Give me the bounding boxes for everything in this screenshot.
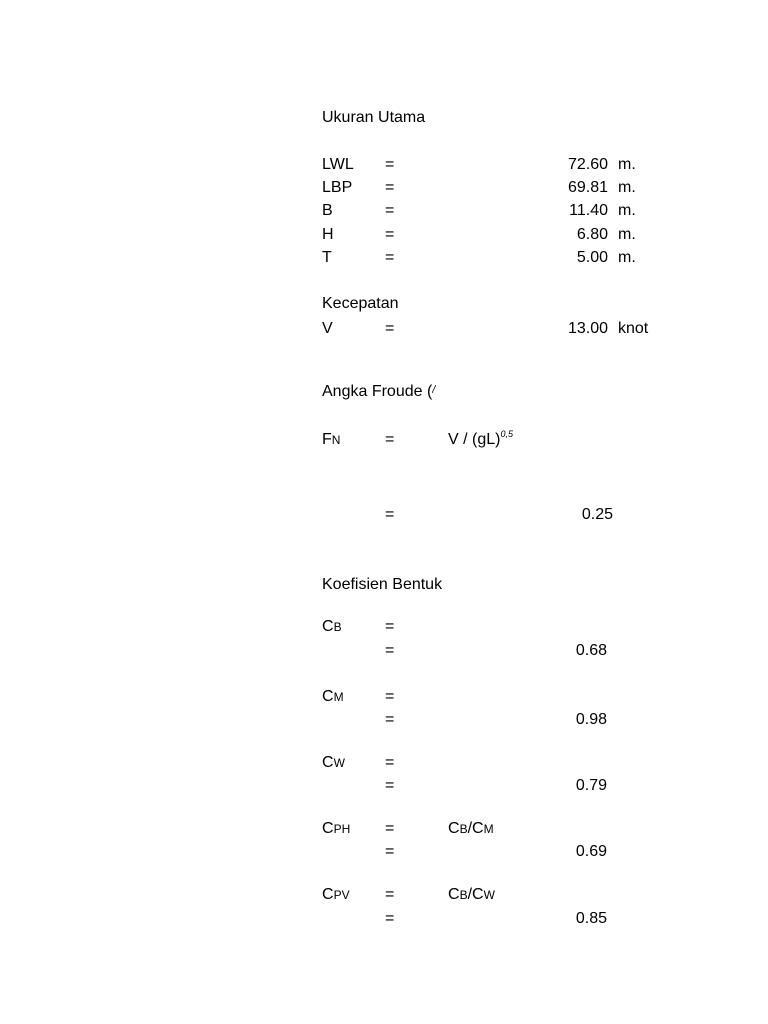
froude-formula-exponent: 0,5 xyxy=(500,429,513,439)
coef-symbol xyxy=(322,619,342,635)
section-title-angka-froude xyxy=(322,384,436,400)
dim-unit: m. xyxy=(618,179,636,196)
coef-formula xyxy=(448,821,494,837)
equals-sign: = xyxy=(385,910,395,927)
formula-slash: / xyxy=(467,820,473,837)
equals-sign: = xyxy=(385,179,395,196)
formula-a: C xyxy=(448,820,460,837)
dim-value: 72.60 xyxy=(567,156,608,173)
equals-sign: = xyxy=(385,642,395,659)
equals-sign: = xyxy=(385,431,395,448)
dim-label: B xyxy=(322,202,333,219)
formula-b-sub: M xyxy=(483,822,494,836)
formula-slash: / xyxy=(467,886,473,903)
dim-unit: m. xyxy=(618,249,636,266)
section-title-text: Angka Froude ( xyxy=(322,383,433,400)
equals-sign: = xyxy=(385,226,395,243)
dim-value: 11.40 xyxy=(569,202,608,219)
formula-a: C xyxy=(448,886,460,903)
dim-value: 6.80 xyxy=(576,226,608,243)
coef-symbol xyxy=(322,887,350,903)
dim-unit: m. xyxy=(618,226,636,243)
froude-symbol xyxy=(322,432,340,448)
speed-value: 13.00 xyxy=(567,320,608,337)
coef-symbol xyxy=(322,821,350,837)
coef-symbol-main: C xyxy=(322,618,334,635)
froude-value: 0.25 xyxy=(581,506,613,523)
coef-symbol-sub: W xyxy=(333,756,345,770)
equals-sign: = xyxy=(385,777,395,794)
coef-value: 0.79 xyxy=(575,777,607,794)
coef-value: 0.69 xyxy=(575,843,607,860)
coef-symbol-main: C xyxy=(322,886,334,903)
equals-sign: = xyxy=(385,886,395,903)
formula-a-sub: B xyxy=(459,888,468,902)
coef-symbol-sub: PV xyxy=(333,888,350,902)
coef-symbol-main: C xyxy=(322,820,334,837)
froude-symbol-sub: N xyxy=(331,433,341,447)
section-title-ukuran-utama: Ukuran Utama xyxy=(322,109,426,126)
section-title-kecepatan: Kecepatan xyxy=(322,295,399,312)
dim-unit: m. xyxy=(618,156,636,173)
dim-label: T xyxy=(322,249,332,266)
speed-label: V xyxy=(322,320,333,337)
coef-value: 0.68 xyxy=(575,642,607,659)
coef-value: 0.85 xyxy=(575,910,607,927)
equals-sign: = xyxy=(385,843,395,860)
equals-sign: = xyxy=(385,202,395,219)
formula-b: C xyxy=(472,886,484,903)
coef-symbol-main: C xyxy=(322,754,334,771)
equals-sign: = xyxy=(385,688,395,705)
dim-label: H xyxy=(322,226,334,243)
coef-symbol xyxy=(322,755,345,771)
coef-symbol xyxy=(322,689,344,705)
dim-label: LWL xyxy=(322,156,354,173)
equals-sign: = xyxy=(385,618,395,635)
equals-sign: = xyxy=(385,711,395,728)
formula-b-sub: W xyxy=(483,888,495,902)
equals-sign: = xyxy=(385,249,395,266)
equals-sign: = xyxy=(385,156,395,173)
coef-formula xyxy=(448,887,495,903)
dim-value: 5.00 xyxy=(576,249,608,266)
coef-symbol-sub: M xyxy=(333,690,344,704)
coef-symbol-sub: PH xyxy=(333,822,351,836)
coef-symbol-sub: B xyxy=(333,620,342,634)
formula-b: C xyxy=(472,820,484,837)
dim-value: 69.81 xyxy=(567,179,608,196)
coef-symbol-main: C xyxy=(322,688,334,705)
froude-formula xyxy=(448,429,513,448)
equals-sign: = xyxy=(385,820,395,837)
equals-sign: = xyxy=(385,320,395,337)
clipped-glyph: / xyxy=(432,385,436,396)
dim-label: LBP xyxy=(322,179,353,196)
equals-sign: = xyxy=(385,506,395,523)
dim-unit: m. xyxy=(618,202,636,219)
speed-unit: knot xyxy=(618,320,649,337)
section-title-koefisien-bentuk: Koefisien Bentuk xyxy=(322,576,443,593)
coef-value: 0.98 xyxy=(575,711,607,728)
froude-formula-text: V / (gL) xyxy=(448,431,501,448)
equals-sign: = xyxy=(385,754,395,771)
formula-a-sub: B xyxy=(459,822,468,836)
froude-symbol-main: F xyxy=(322,431,332,448)
